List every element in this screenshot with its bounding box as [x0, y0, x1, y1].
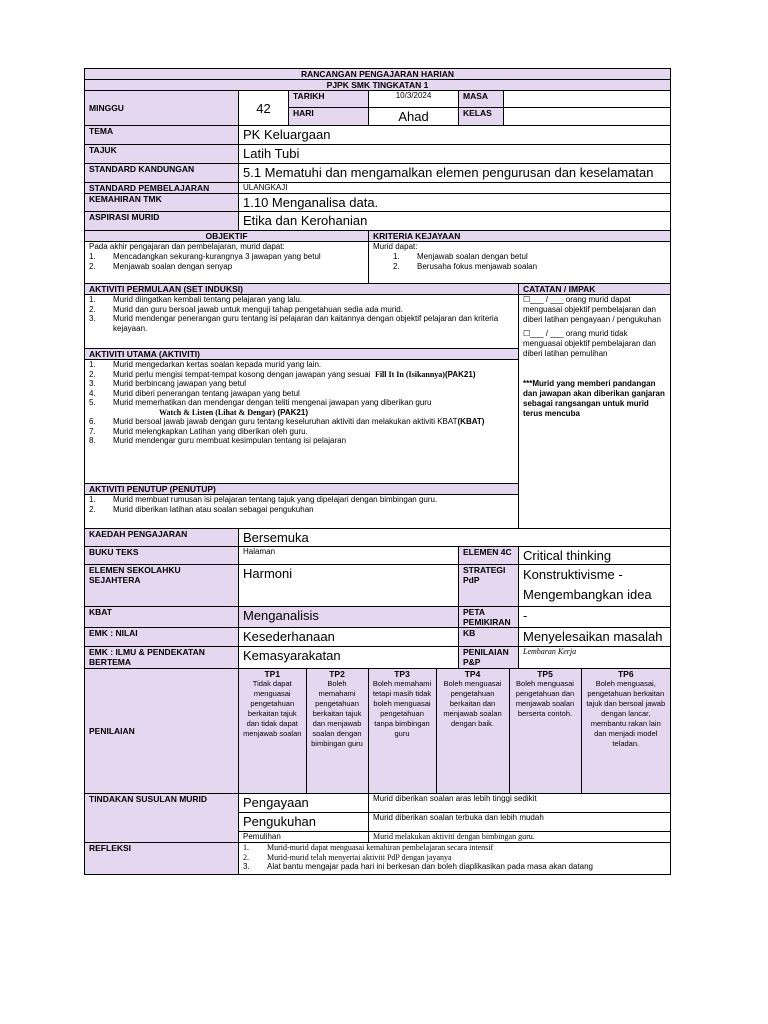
pengukuhan-value: Murid diberikan soalan terbuka dan lebih mudah — [369, 813, 671, 832]
kemahiran-tmk-value: 1.10 Menganalisa data. — [239, 194, 671, 212]
list-item: 2. Murid-murid telah menyertai aktiviti PdP dengan jayanya — [243, 852, 452, 862]
pengayaan-label: Pengayaan — [239, 794, 369, 813]
tag-pak21-fill: (PAK21) — [444, 369, 476, 379]
elemen-4c-label: ELEMEN 4C — [459, 547, 519, 565]
sekolahku-label: ELEMEN SEKOLAHKU SEJAHTERA — [85, 565, 239, 607]
tag-watch-listen: Watch & Listen (Lihat & Dengar) — [159, 407, 276, 417]
peta-pemikiran-value: - — [519, 607, 671, 628]
penutup-label: AKTIVITI PENUTUP (PENUTUP) — [85, 484, 519, 495]
tema-value: PK Keluargaan — [239, 126, 671, 145]
tp5-cell: TP5 Boleh menguasai pengetahuan dan menjawab soalan berserta contoh. — [509, 669, 581, 793]
penilaian-tp-cell — [239, 669, 671, 794]
penilaian-pp-label: PENILAIAN P&P — [459, 647, 519, 669]
tp2-cell: TP2 Boleh memahami pengetahuan berkaitan tajuk dan menjawab soalan dengan bimbingan guru — [306, 669, 368, 793]
tindakan-label: TINDAKAN SUSULAN MURID — [85, 794, 239, 843]
list-item: 3. Alat bantu mengajar pada hari ini berkesan dan boleh diaplikasikan pada masa akan datang — [243, 862, 594, 871]
list-item: 2. Murid diberikan latihan atau soalan sebagai pengukuhan — [89, 504, 314, 514]
tp6-cell: TP6 Boleh menguasai, pengetahuan berkaitan tajuk dan bersoal jawab dengan lancar, membantu rakan lain dan menjadi model teladan. — [581, 669, 670, 793]
list-item: 6. Murid bersoal jawab jawab dengan guru tentang keseluruhan aktiviti dan melakukan aktiviti KBAT(KBAT) — [89, 417, 485, 426]
peta-pemikiran-label: PETA PEMIKIRAN — [459, 607, 519, 628]
catatan-note-enrich: ☐___ / ___ orang murid dapat menguasai objektif pembelajaran dan diberi latihan pengayaan / pengukuhan — [523, 295, 661, 324]
strategi-value: Konstruktivisme - Mengembangkan idea — [519, 565, 671, 607]
catatan-note-reward: ***Murid yang memberi pandangan dan jawapan akan diberikan ganjaran sebagai rangsangan untuk murid terus mencuba — [523, 379, 665, 418]
kaedah-value: Bersemuka — [239, 529, 671, 547]
pengukuhan-label: Pengukuhan — [239, 813, 369, 832]
lesson-plan-table — [84, 68, 671, 875]
masa-label: MASA — [459, 91, 504, 108]
emk-nilai-label: EMK : NILAI — [85, 628, 239, 647]
list-item: 1. Menjawab soalan dengan betul — [393, 252, 528, 261]
tp-table — [239, 669, 670, 793]
permulaan-label: AKTIVITI PERMULAAN (SET INDUKSI) — [85, 284, 519, 295]
minggu-label: MINGGU — [85, 91, 239, 126]
tag-pak21-watch: (PAK21) — [277, 407, 308, 417]
objektif-content — [85, 242, 369, 284]
list-item: 1. Murid membuat rumusan isi pelajaran tentang tajuk yang dipelajari dengan bimbingan guru. — [89, 495, 438, 504]
pengayaan-value: Murid diberikan soalan aras lebih tinggi sedikit — [369, 794, 671, 813]
buku-teks-label: BUKU TEKS — [85, 547, 239, 565]
list-item: 1. Murid diingatkan kembali tentang pelajaran yang lalu. — [89, 295, 303, 304]
list-item: 7. Murid melengkapkan Latihan yang diberikan oleh guru. — [89, 426, 308, 436]
buku-teks-value: Halaman — [239, 547, 459, 565]
kb-label: KB — [459, 628, 519, 647]
list-item: 5. Murid memerhatikan dan mendengar dengan teliti mengenai jawapan yang diberikan guru — [89, 398, 432, 407]
hari-value: Ahad — [369, 108, 459, 126]
pemulihan-label: Pemulihan — [239, 832, 369, 843]
standard-kandungan-label: STANDARD KANDUNGAN — [85, 164, 239, 183]
kriteria-content — [369, 242, 671, 284]
list-item: 2. Murid dan guru bersoal jawab untuk menguji tahap pengetahuan sedia ada murid. — [89, 304, 403, 314]
kb-value: Menyelesaikan masalah — [519, 628, 671, 647]
aspirasi-murid-label: ASPIRASI MURID — [85, 212, 239, 231]
elemen-4c-value: Critical thinking — [519, 547, 671, 565]
kriteria-label: KRITERIA KEJAYAAN — [369, 231, 671, 242]
tajuk-label: TAJUK — [85, 145, 239, 164]
penilaian-pp-value: Lembaran Kerja — [519, 647, 671, 669]
hari-label: HARI — [289, 108, 369, 126]
watch-listen-tag-line — [89, 408, 514, 418]
lesson-plan-document — [84, 68, 670, 875]
kbat-value: Menganalisis — [239, 607, 459, 628]
tarikh-value: 10/3/2024 — [369, 91, 459, 108]
doc-title: RANCANGAN PENGAJARAN HARIAN — [85, 69, 671, 80]
list-item: 3. Murid berbincang jawapan yang betul — [89, 379, 246, 388]
tarikh-label: TARIKH — [289, 91, 369, 108]
sekolahku-value: Harmoni — [239, 565, 459, 607]
list-item: 3. Murid mendengar penerangan guru tentang isi pelajaran dan kaitannya dengan objektif pelajaran dan kriteria kejayaan. — [89, 314, 499, 333]
refleksi-content — [239, 843, 671, 875]
tp4-cell: TP4 Boleh menguasai pengetahuan berkaitan dan menjawab soalan dengan baik. — [436, 669, 509, 793]
list-item: 2. Murid perlu mengisi tempat-tempat kosong dengan jawapan yang sesuai Fill It In (Isikannya)(PAK21) — [89, 369, 476, 379]
utama-content — [85, 360, 519, 484]
tp3-cell: TP3 Boleh memahami tetapi masih tidak boleh menguasai pengetahuan tanpa bimbingan guru — [368, 669, 436, 793]
doc-subtitle: PJPK SMK TINGKATAN 1 — [85, 80, 671, 91]
masa-value — [504, 91, 671, 108]
list-item: 2. Berusaha fokus menjawab soalan — [393, 261, 538, 271]
penilaian-label: PENILAIAN — [85, 669, 239, 794]
penutup-content — [85, 495, 519, 529]
list-item: 1. Murid-murid dapat menguasai kemahiran pembelajaran secara intensif — [243, 843, 494, 852]
standard-pembelajaran-value: ULANGKAJI — [239, 183, 671, 194]
catatan-content — [519, 295, 671, 529]
strategi-label: STRATEGI PdP — [459, 565, 519, 607]
utama-label: AKTIVITI UTAMA (AKTIVITI) — [85, 349, 519, 360]
list-item: 1. Murid mengedarkan kertas soalan kepada murid yang lain. — [89, 360, 322, 369]
kbat-label: KBAT — [85, 607, 239, 628]
emk-ilmu-label: EMK : ILMU & PENDEKATAN BERTEMA — [85, 647, 239, 669]
emk-nilai-value: Kesederhanaan — [239, 628, 459, 647]
standard-pembelajaran-label: STANDARD PEMBELAJARAN — [85, 183, 239, 194]
minggu-value: 42 — [239, 91, 289, 126]
permulaan-content — [85, 295, 519, 349]
list-item: 1. Mencadangkan sekurang-kurangnya 3 jawapan yang betul — [89, 252, 321, 261]
refleksi-label: REFLEKSI — [85, 843, 239, 875]
emk-ilmu-value: Kemasyarakatan — [239, 647, 459, 669]
tag-fill-it-in: Fill It In (Isikannya) — [374, 369, 445, 379]
catatan-note-remedial: ☐___ / ___ orang murid tidak menguasai objektif pembelajaran dan diberi latihan pemulihan — [523, 329, 656, 358]
aspirasi-murid-value: Etika dan Kerohanian — [239, 212, 671, 231]
tajuk-value: Latih Tubi — [239, 145, 671, 164]
kelas-value — [504, 108, 671, 126]
kelas-label: KELAS — [459, 108, 504, 126]
objektif-intro: Pada akhir pengajaran dan pembelajaran, murid dapat: — [89, 242, 285, 251]
tp1-cell: TP1 Tidak dapat menguasai pengetahuan berkaitan tajuk dan tidak dapat menjawab soalan — [239, 669, 306, 793]
list-item: 4. Murid diberi penerangan tentang jawapan yang betul — [89, 388, 300, 398]
kemahiran-tmk-label: KEMAHIRAN TMK — [85, 194, 239, 212]
kaedah-label: KAEDAH PENGAJARAN — [85, 529, 239, 547]
catatan-label: CATATAN / IMPAK — [519, 284, 671, 295]
standard-kandungan-value: 5.1 Mematuhi dan mengamalkan elemen pengurusan dan keselamatan — [239, 164, 671, 183]
list-item: 8. Murid mendengar guru membuat kesimpulan tentang isi pelajaran — [89, 436, 347, 445]
tema-label: TEMA — [85, 126, 239, 145]
list-item: 2. Menjawab soalan dengan senyap — [89, 261, 233, 271]
tag-kbat: (KBAT) — [457, 417, 485, 426]
objektif-label: OBJEKTIF — [85, 231, 369, 242]
pemulihan-value: Murid melakukan aktiviti dengan bimbingan guru. — [369, 832, 671, 843]
kriteria-intro: Murid dapat: — [373, 242, 418, 251]
